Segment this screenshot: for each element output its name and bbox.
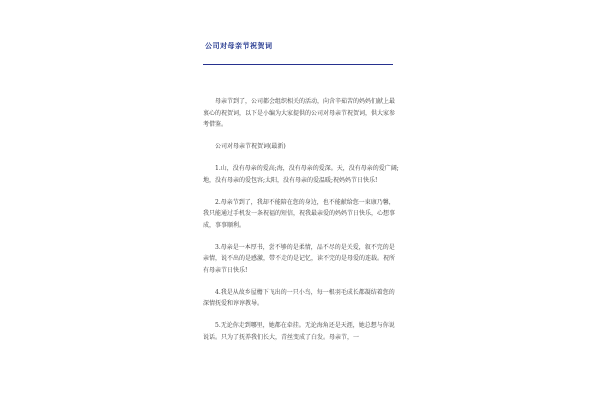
list-item: 3.母亲是一本厚书，尝不够的是柔情，品不尽的是关爱，叙不完的是亲情，说不出的是感激，带不走的是记忆，读不完的是母爱的连载。祝所有母亲节日快乐! (203, 243, 396, 274)
page-title: 公司对母亲节祝贺词 (205, 41, 273, 50)
list-item: 1.山，没有母亲的爱高;海，没有母亲的爱深。天，没有母亲的爱广阔;地，没有母亲的爱包容;太阳，没有母亲的爱温暖;祝妈妈节日快乐! (203, 165, 399, 184)
list-item: 4.我是从故乡屋檐下飞出的一只小鸟，每一根羽毛成长都凝结着您的深情抚爱和谆谆教导。 (203, 288, 395, 307)
section-heading: 公司对母亲节祝贺词(最新) (215, 143, 286, 150)
list-item: 2.母亲节到了，我却不能陪在您的身边，也不能献给您一束康乃馨，我只能通过手机发一条祝福的短信，祝我最亲爱的妈妈节日快乐，心想事成，事事顺利。 (203, 198, 396, 229)
list-item: 5.无论你走到哪里，她都在牵挂。无论海角还是天涯，她总想与你说说话。只为了抚养我们长大，青丝变成了白发。母亲节，一 (203, 322, 395, 341)
intro-paragraph: 母亲节到了，公司都会组织相关的活动，向含辛茹苦的妈妈们献上最衷心的祝贺词，以下是小编为大家提供的公司对母亲节祝贺词，供大家参考借鉴。 (203, 98, 396, 128)
document-body (203, 96, 399, 354)
title-divider (203, 64, 393, 65)
